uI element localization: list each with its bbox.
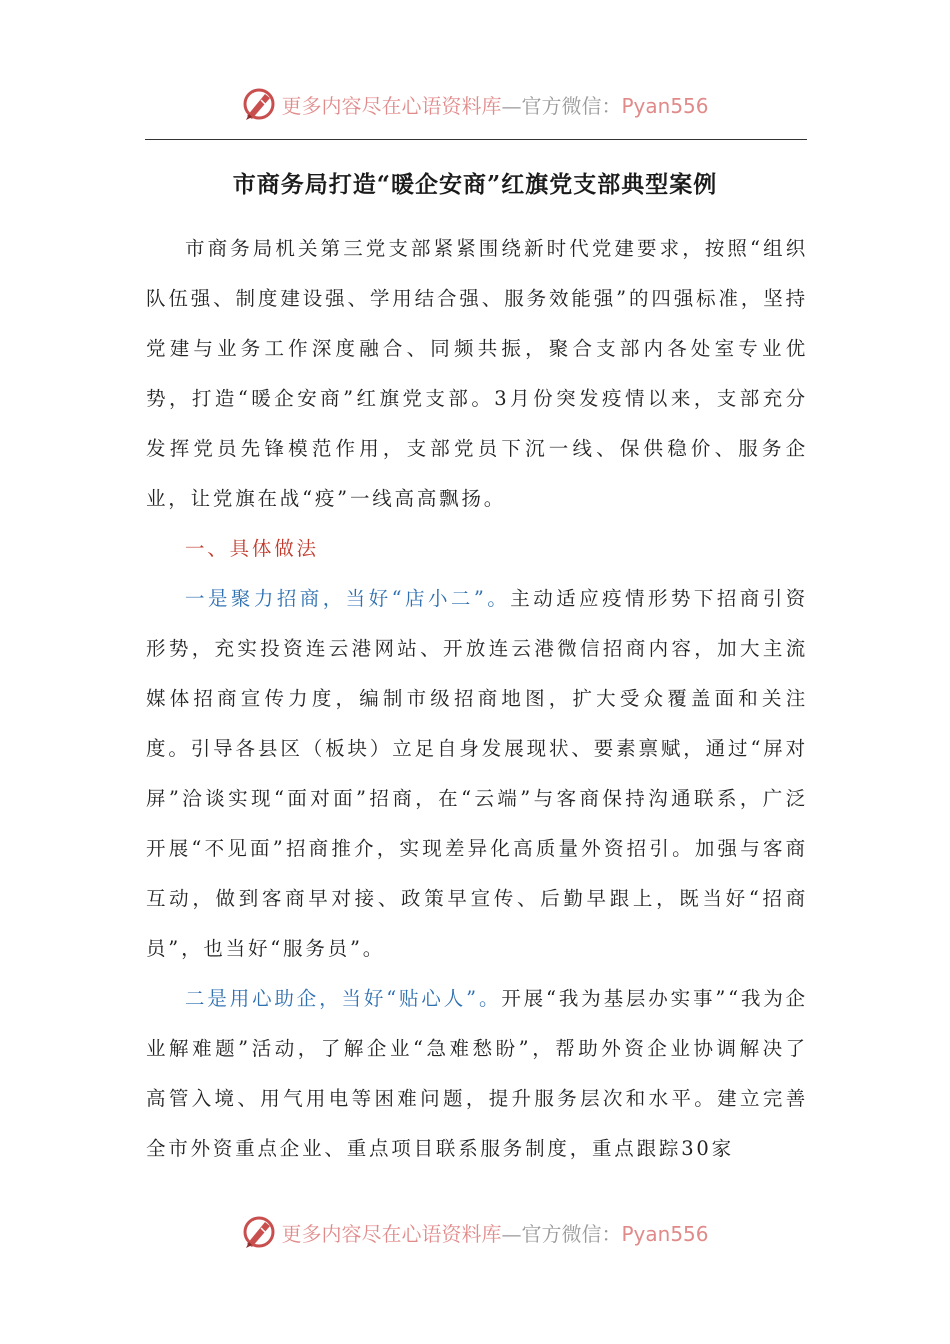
- pen-logo-icon: [241, 86, 277, 122]
- header-text-main: 更多内容尽在心语资料库: [281, 93, 502, 118]
- item1-body: 主动适应疫情形势下招商引资形势，充实投资连云港网站、开放连云港微信招商内容，加大主流媒体招商宣传力度，编制市级招商地图，扩大受众覆盖面和关注度。引导各县区（板块）立足自身发展现状、要素禀赋，通过“屏对屏”洽谈实现“面对面”招商，在“云端”与客商保持沟通联系，广泛开展“不见面”招商推介，实现差异化高质量外资招引。加强与客商互动，做到客商早对接、政策早宣传、后勤早跟上，既当好“招商员”，也当好“服务员”。: [146, 587, 808, 960]
- document-body: [146, 224, 808, 1174]
- header-banner: [0, 84, 950, 124]
- header-text-official: —官方微信：: [501, 93, 622, 118]
- item2-paragraph: [146, 974, 808, 1174]
- item2-lead: 二是用心助企，当好“贴心人”。: [185, 987, 502, 1010]
- footer-banner-text: [281, 1218, 708, 1247]
- item2-body: 开展“我为基层办实事”“我为企业解难题”活动，了解企业“急难愁盼”，帮助外资企业协调解决了高管入境、用气用电等困难问题，提升服务层次和水平。建立完善全市外资重点企业、重点项目联系服务制度，重点跟踪30家: [146, 987, 808, 1160]
- header-divider: [145, 139, 807, 140]
- document-title: 市商务局打造“暖企安商”红旗党支部典型案例: [232, 171, 718, 198]
- section-heading: 一、具体做法: [185, 537, 319, 560]
- footer-text-official: —官方微信：: [501, 1221, 622, 1246]
- pen-logo-icon: [241, 1214, 277, 1250]
- intro-paragraph: 市商务局机关第三党支部紧紧围绕新时代党建要求，按照“组织队伍强、制度建设强、学用结合强、服务效能强”的四强标准，坚持党建与业务工作深度融合、同频共振，聚合支部内各处室专业优势，打造“暖企安商”红旗党支部。3月份突发疫情以来，支部充分发挥党员先锋模范作用，支部党员下沉一线、保供稳价、服务企业，让党旗在战“疫”一线高高飘扬。: [146, 237, 808, 510]
- item1-paragraph: [146, 574, 808, 974]
- header-wechat-id: Pyan556: [621, 93, 709, 118]
- item1-lead: 一是聚力招商，当好“店小二”。: [185, 587, 511, 610]
- footer-banner: [0, 1212, 950, 1252]
- header-banner-text: [281, 90, 708, 119]
- footer-wechat-id: Pyan556: [621, 1221, 709, 1246]
- footer-text-main: 更多内容尽在心语资料库: [281, 1221, 502, 1246]
